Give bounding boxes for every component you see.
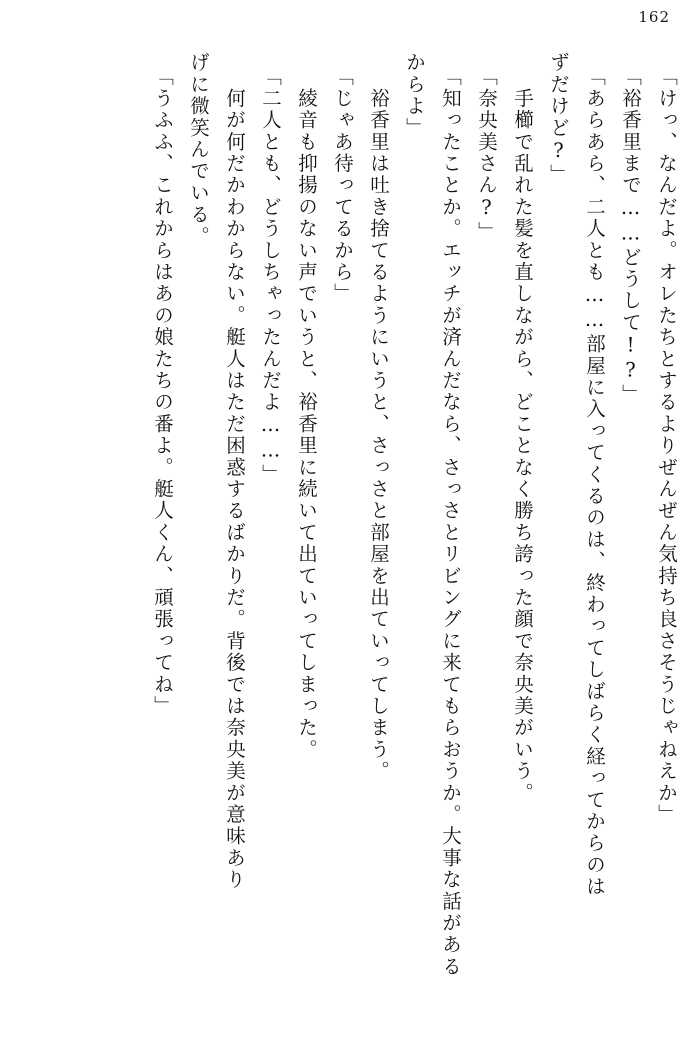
text-column: 「あらあら、二人とも……部屋に入ってくるのは、終わってしばらく経ってからのは xyxy=(583,66,606,898)
text-column: 綾音も抑揚のない声でいうと、裕香里に続いて出ていってしまった。 xyxy=(295,66,318,761)
text-column: ずだけど?」 xyxy=(547,52,570,186)
text-column: 「裕香里まで……どうして!?」 xyxy=(619,66,642,406)
text-column: からよ」 xyxy=(403,52,426,139)
text-column: 「知ったことか。エッチが済んだなら、さっさとリビングに来てもらおうか。大事な話がある xyxy=(439,66,462,978)
text-column: 手櫛で乱れた髪を直しながら、どことなく勝ち誇った顔で奈央美がいう。 xyxy=(511,66,534,804)
text-column: 「じゃあ待ってるから」 xyxy=(331,66,354,305)
page-number: 162 xyxy=(638,8,670,26)
text-column: 何が何だかわからない。艇人はただ困惑するばかりだ。背後では奈央美が意味あり xyxy=(223,66,246,891)
vertical-text-body xyxy=(24,52,676,1022)
text-column: 「うふふ、これからはあの娘たちの番よ。艇人くん、頑張ってね」 xyxy=(151,66,174,717)
text-column: 「奈央美さん?」 xyxy=(475,66,498,244)
text-column: 「けっ、なんだよ。オレたちとするよりぜんぜん気持ち良さそうじゃねえか」 xyxy=(655,66,678,826)
text-column: 「二人とも、どうしちゃったんだよ……」 xyxy=(259,66,282,486)
text-column: 裕香里は吐き捨てるようにいうと、さっさと部屋を出ていってしまう。 xyxy=(367,66,390,783)
text-column: げに微笑んでいる。 xyxy=(187,52,210,248)
